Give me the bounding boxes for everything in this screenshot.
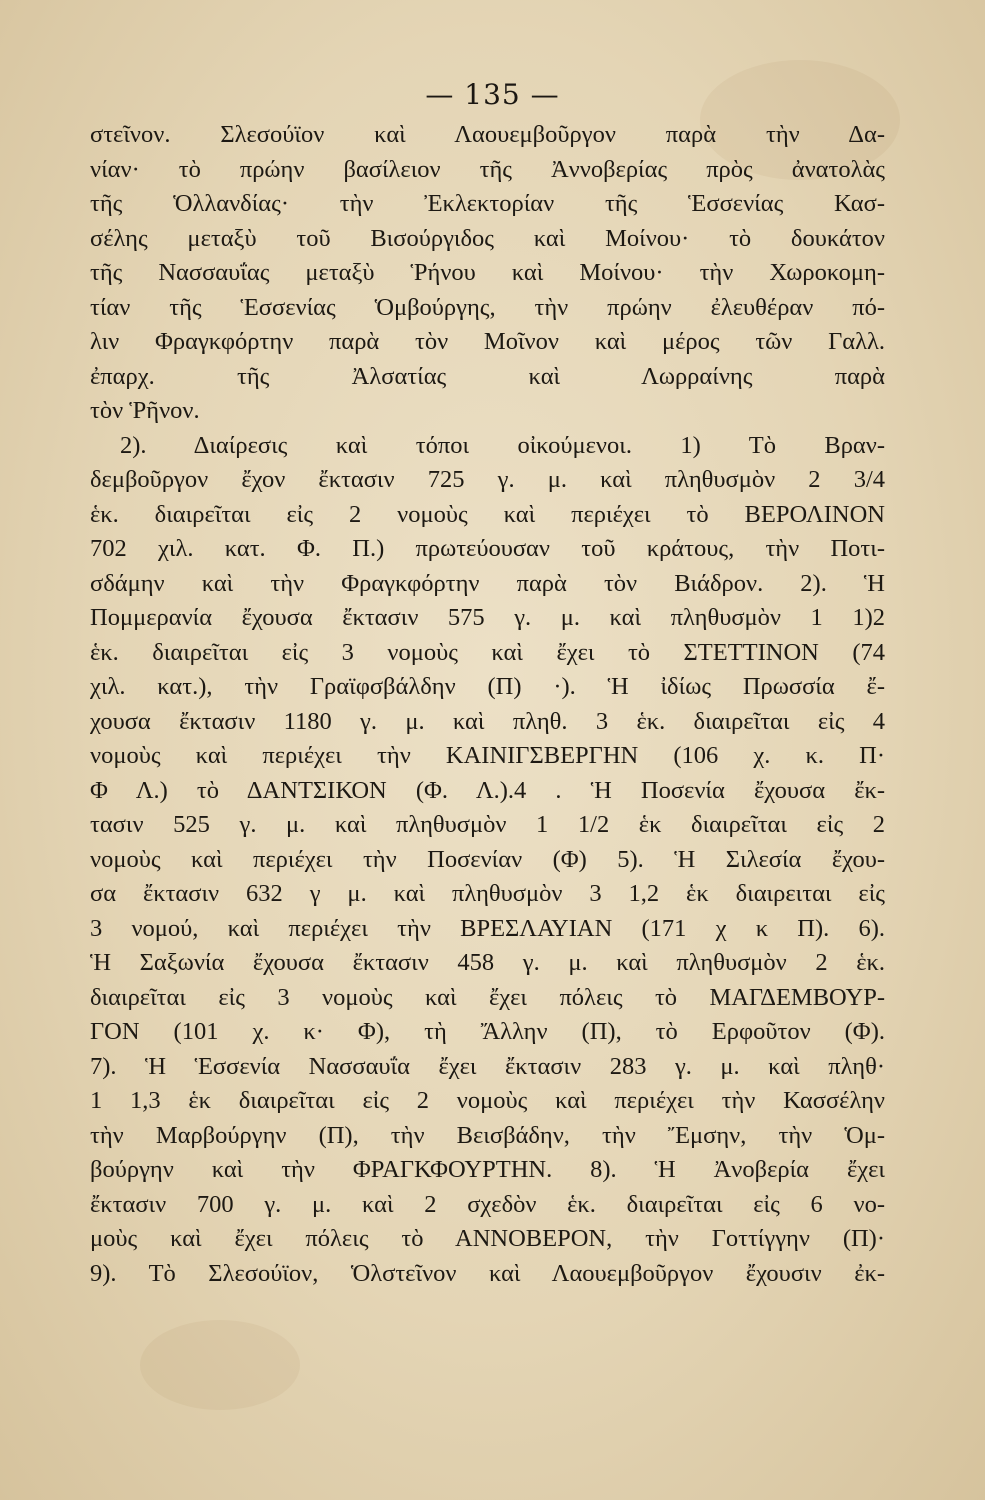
text-line: τίαν τῆς Ἑσσενίας Ὁμβούργης, τὴν πρώην ἐλευθέραν πό- [90,293,885,321]
text-line: στεῖνον. Σλεσούϊον καὶ Λαουεμβοῦργον παρὰ τὴν Δα- [90,121,885,148]
text-line: τῆς Νασσαυΐας μεταξὺ Ῥήνου καὶ Μοίνου· τὴν Χωροκομη- [90,259,885,286]
text-line: χιλ. κατ.), τὴν Γραϊφσβάλδην (Π) ·). Ἡ ἰδίως Πρωσσία ἔ- [90,673,885,700]
text-line: 3 νομού, καὶ περιέχει τὴν ΒΡΕΣΛΑΥΙΑΝ (171 χ κ Π). 6). [90,914,885,942]
text-line: σα ἔκτασιν 632 γ μ. καὶ πληθυσμὸν 3 1,2 ἑκ διαιρειται εἰς [90,880,885,907]
text-line: 1 1,3 ἑκ διαιρεῖται εἰς 2 νομοὺς καὶ περιέχει τὴν Κασσέλην [90,1087,885,1114]
text-line: νίαν· τὸ πρώην βασίλειον τῆς Ἀννοβερίας πρὸς ἀνατολὰς [90,155,885,183]
text-line: Πομμερανία ἔχουσα ἔκτασιν 575 γ. μ. καὶ πληθυσμὸν 1 1)2 [90,604,885,631]
text-line: τασιν 525 γ. μ. καὶ πληθυσμὸν 1 1/2 ἑκ διαιρεῖται εἰς 2 [90,811,885,838]
body-text [90,118,885,1291]
text-line: μοὺς καὶ ἔχει πόλεις τὸ ΑΝΝΟΒΕΡΟΝ, τὴν Γοττίγγην (Π)· [90,1225,885,1252]
text-line: τῆς Ὁλλανδίας· τὴν Ἐκλεκτορίαν τῆς Ἑσσενίας Κασ- [90,190,885,217]
paper-stain [140,1320,300,1410]
text-line: 2). Διαίρεσις καὶ τόποι οἰκούμενοι. 1) Τὸ Βραν- [120,431,885,459]
text-line: Φ Λ.) τὸ ΔΑΝΤΣΙΚΟΝ (Φ. Λ.).4 . Ἡ Ποσενία ἔχουσα ἔκ- [90,776,885,804]
text-line: βούργην καὶ τὴν ΦΡΑΓΚΦΟΥΡΤΗΝ. 8). Ἡ Ἀνοβερία ἔχει [90,1156,885,1183]
text-line: λιν Φραγκφόρτην παρὰ τὸν Μοῖνον καὶ μέρος τῶν Γαλλ. [90,328,885,355]
text-line: δεμβοῦργον ἔχον ἔκτασιν 725 γ. μ. καὶ πληθυσμὸν 2 3/4 [90,466,885,493]
text-line: ἑκ. διαιρεῖται εἰς 2 νομοὺς καὶ περιέχει τὸ ΒΕΡΟΛΙΝΟΝ [90,500,885,528]
text-line: ΓΟΝ (101 χ. κ· Φ), τὴ Ἄλλην (Π), τὸ Ερφοῦτον (Φ). [90,1018,885,1045]
text-line: 7). Ἡ Ἑσσενία Νασσαυΐα ἔχει ἔκτασιν 283 γ. μ. καὶ πληθ· [90,1052,885,1080]
text-line: σδάμην καὶ τὴν Φραγκφόρτην παρὰ τὸν Βιάδρον. 2). Ἡ [90,569,885,597]
text-line: τὴν Μαρβούργην (Π), τὴν Βεισβάδην, τὴν Ἔμσην, τὴν Ὁμ- [90,1121,885,1149]
text-line: ἑκ. διαιρεῖται εἰς 3 νομοὺς καὶ ἔχει τὸ ΣΤΕΤΤΙΝΟΝ (74 [90,638,885,666]
page-number: — 135 — [425,78,560,111]
text-line: τὸν Ῥῆνον. [90,397,200,424]
text-line: σέλης μεταξὺ τοῦ Βισούργιδος καὶ Μοίνου· τὸ δουκάτον [90,224,885,252]
text-line: ἔκτασιν 700 γ. μ. καὶ 2 σχεδὸν ἑκ. διαιρεῖται εἰς 6 νο- [90,1190,885,1218]
text-line: διαιρεῖται εἰς 3 νομοὺς καὶ ἔχει πόλεις τὸ ΜΑΓΔΕΜΒΟΥΡ- [90,983,885,1011]
text-line: νομοὺς καὶ περιέχει τὴν Ποσενίαν (Φ) 5). Ἡ Σιλεσία ἔχου- [90,845,885,873]
text-line: 9). Τὸ Σλεσούϊον, Ὁλστεῖνον καὶ Λαουεμβοῦργον ἔχουσιν ἐκ- [90,1259,885,1287]
text-line: νομοὺς καὶ περιέχει τὴν ΚΑΙΝΙΓΣΒΕΡΓΗΝ (106 χ. κ. Π· [90,742,885,769]
text-line: 702 χιλ. κατ. Φ. Π.) πρωτεύουσαν τοῦ κράτους, τὴν Ποτι- [90,535,885,562]
text-line: Ἡ Σαξωνία ἔχουσα ἔκτασιν 458 γ. μ. καὶ πληθυσμὸν 2 ἑκ. [90,949,885,976]
text-line: χουσα ἔκτασιν 1180 γ. μ. καὶ πληθ. 3 ἑκ. διαιρεῖται εἰς 4 [90,707,885,735]
text-line: ἐπαρχ. τῆς Ἀλσατίας καὶ Λωρραίνης παρὰ [90,362,885,390]
